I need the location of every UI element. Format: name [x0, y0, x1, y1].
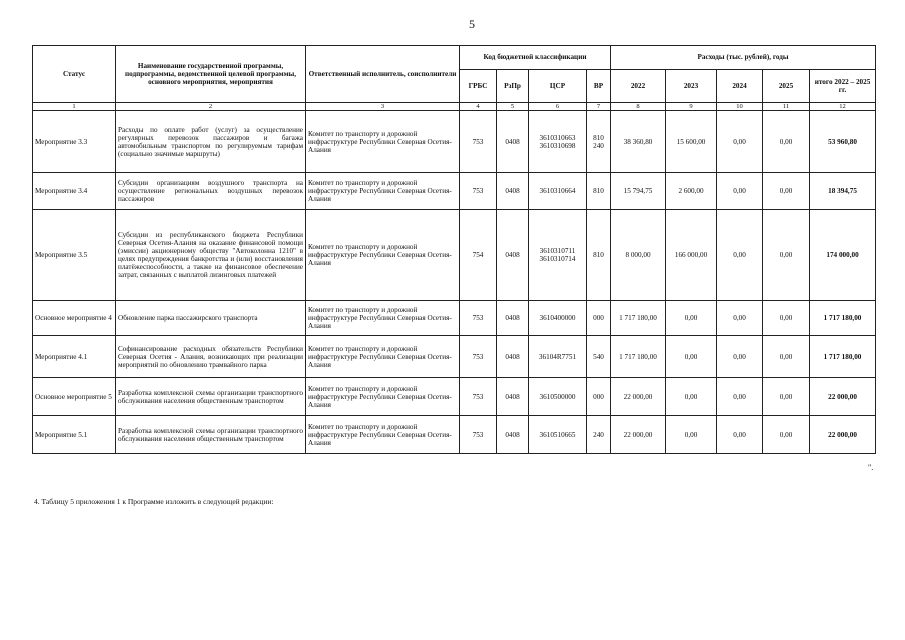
row-grbs: 753: [460, 336, 497, 378]
csr-code: 3610310664: [539, 187, 576, 196]
row-rzpr: 0408: [497, 173, 529, 210]
row-2023: 15 600,00: [666, 111, 717, 173]
column-number: 9: [666, 103, 717, 111]
row-responsible: Комитет по транспорту и дорожной инфраструктуре Республики Северная Осетия-Алания: [306, 336, 460, 378]
column-number-row: [33, 103, 876, 111]
header-grbs: ГРБС: [460, 70, 497, 103]
row-2023: 0,00: [666, 301, 717, 336]
row-status: Мероприятие 3.4: [33, 173, 116, 210]
row-responsible: Комитет по транспорту и дорожной инфраструктуре Республики Северная Осетия-Алания: [306, 378, 460, 416]
row-csr: [529, 416, 587, 454]
csr-code: 3610310711: [539, 247, 576, 256]
row-grbs: 753: [460, 416, 497, 454]
table-row: [33, 210, 876, 301]
row-status: Мероприятие 3.5: [33, 210, 116, 301]
header-year-2022: 2022: [611, 70, 666, 103]
row-2022: 22 000,00: [611, 378, 666, 416]
row-csr: [529, 210, 587, 301]
row-2025: 0,00: [763, 416, 810, 454]
table-row: [33, 301, 876, 336]
csr-code: 3610400000: [539, 314, 576, 323]
column-number: 5: [497, 103, 529, 111]
header-expenses: Расходы (тыс. рублей), годы: [611, 46, 876, 70]
row-2025: 0,00: [763, 301, 810, 336]
csr-code: 3610310663: [539, 133, 576, 142]
row-2024: 0,00: [717, 336, 763, 378]
column-number: 7: [587, 103, 611, 111]
column-number: 12: [810, 103, 876, 111]
csr-code: 3610510665: [539, 430, 576, 439]
row-grbs: 753: [460, 301, 497, 336]
row-vr: [587, 416, 611, 454]
row-2024: 0,00: [717, 111, 763, 173]
header-responsible: Ответственный исполнитель, соисполнители: [306, 46, 460, 103]
page-number: 5: [469, 17, 475, 31]
row-vr: [587, 173, 611, 210]
header-year-2025: 2025: [763, 70, 810, 103]
row-name: Разработка комплексной схемы организации транспортного обслуживания населения общественным транспортом: [116, 416, 306, 454]
row-2023: 2 600,00: [666, 173, 717, 210]
table-row: [33, 336, 876, 378]
csr-code: 3610310698: [539, 141, 576, 150]
table-row: [33, 378, 876, 416]
row-status: Мероприятие 5.1: [33, 416, 116, 454]
row-2022: 1 717 180,00: [611, 301, 666, 336]
row-vr: [587, 301, 611, 336]
column-number: 3: [306, 103, 460, 111]
row-name: Софинансирование расходных обязательств Республики Северная Осетия - Алания, возникающих при реализации мероприятий по обновлению трамвайного парка: [116, 336, 306, 378]
header-year-2023: 2023: [666, 70, 717, 103]
row-name: Разработка комплексной схемы организации транспортного обслуживания населения общественным транспортом: [116, 378, 306, 416]
row-vr: [587, 210, 611, 301]
row-2025: 0,00: [763, 378, 810, 416]
header-year-2024: 2024: [717, 70, 763, 103]
vr-code: 810: [593, 187, 604, 196]
row-csr: [529, 378, 587, 416]
row-total: 1 717 180,00: [810, 301, 876, 336]
row-vr: [587, 336, 611, 378]
row-status: Основное мероприятие 5: [33, 378, 116, 416]
row-name: Расходы по оплате работ (услуг) за осуществление регулярных перевозок пассажиров и багажа автомобильным транспортом по регулируемым тарифам (социально значимые маршруты): [116, 111, 306, 173]
row-csr: [529, 173, 587, 210]
row-2022: 8 000,00: [611, 210, 666, 301]
row-total: 22 000,00: [810, 378, 876, 416]
vr-code: 810: [593, 251, 604, 260]
vr-code: 240: [593, 430, 604, 439]
column-number: 11: [763, 103, 810, 111]
row-name: Обновление парка пассажирского транспорта: [116, 301, 306, 336]
row-rzpr: 0408: [497, 378, 529, 416]
row-2024: 0,00: [717, 416, 763, 454]
table-row: [33, 173, 876, 210]
footnote-text: 4. Таблицу 5 приложения 1 к Программе изложить в следующей редакции:: [34, 497, 274, 506]
row-2024: 0,00: [717, 301, 763, 336]
csr-code: 36104R7751: [538, 352, 577, 361]
vr-code: 540: [593, 352, 604, 361]
row-name: Субсидии из республиканского бюджета Республики Северная Осетия-Алания на оказание финансовой помощи (эмиссии) акционерному обществу "Автоколонна 1210" в целях предупреждения банкротства и (или) восстановления платёжеспособности, а также на финансовое обеспечение затрат, связанных с выплатой лизинговых платежей: [116, 210, 306, 301]
budget-table: [32, 45, 876, 454]
row-2025: 0,00: [763, 173, 810, 210]
table-row: [33, 111, 876, 173]
row-csr: [529, 301, 587, 336]
row-2025: 0,00: [763, 210, 810, 301]
row-2022: 15 794,75: [611, 173, 666, 210]
column-number: 10: [717, 103, 763, 111]
row-2024: 0,00: [717, 173, 763, 210]
row-rzpr: 0408: [497, 336, 529, 378]
header-status: Статус: [33, 46, 116, 103]
vr-code: 810: [593, 133, 604, 142]
header-name: Наименование государственной программы, подпрограммы, ведомственной целевой программы, основного мероприятия, мероприятия: [116, 46, 306, 103]
row-grbs: 754: [460, 210, 497, 301]
column-number: 1: [33, 103, 116, 111]
row-status: Мероприятие 3.3: [33, 111, 116, 173]
row-2022: 38 360,80: [611, 111, 666, 173]
header-total: итого 2022 – 2025 гг.: [810, 70, 876, 103]
row-rzpr: 0408: [497, 111, 529, 173]
row-2025: 0,00: [763, 336, 810, 378]
row-responsible: Комитет по транспорту и дорожной инфраструктуре Республики Северная Осетия-Алания: [306, 111, 460, 173]
header-budget-code: Код бюджетной классификации: [460, 46, 611, 70]
column-number: 8: [611, 103, 666, 111]
row-vr: [587, 378, 611, 416]
vr-code: 240: [593, 141, 604, 150]
row-2022: 22 000,00: [611, 416, 666, 454]
row-total: 174 000,00: [810, 210, 876, 301]
header-rzpr: РзПр: [497, 70, 529, 103]
row-2024: 0,00: [717, 210, 763, 301]
header-csr: ЦСР: [529, 70, 587, 103]
row-2023: 0,00: [666, 336, 717, 378]
row-grbs: 753: [460, 378, 497, 416]
csr-code: 3610310714: [539, 255, 576, 264]
row-total: 53 960,80: [810, 111, 876, 173]
row-responsible: Комитет по транспорту и дорожной инфраструктуре Республики Северная Осетия-Алания: [306, 416, 460, 454]
row-2024: 0,00: [717, 378, 763, 416]
row-2025: 0,00: [763, 111, 810, 173]
row-2023: 0,00: [666, 416, 717, 454]
csr-code: 3610500000: [539, 392, 576, 401]
column-number: 2: [116, 103, 306, 111]
header-row-top: [33, 46, 876, 70]
row-responsible: Комитет по транспорту и дорожной инфраструктуре Республики Северная Осетия-Алания: [306, 301, 460, 336]
row-status: Мероприятие 4.1: [33, 336, 116, 378]
vr-code: 000: [593, 314, 604, 323]
row-total: 22 000,00: [810, 416, 876, 454]
row-name: Субсидии организациям воздушного транспорта на осуществление региональных воздушных перевозок пассажиров: [116, 173, 306, 210]
row-rzpr: 0408: [497, 301, 529, 336]
row-total: 1 717 180,00: [810, 336, 876, 378]
column-number: 4: [460, 103, 497, 111]
column-number: 6: [529, 103, 587, 111]
row-status: Основное мероприятие 4: [33, 301, 116, 336]
row-grbs: 753: [460, 173, 497, 210]
table-row: [33, 416, 876, 454]
row-grbs: 753: [460, 111, 497, 173]
row-vr: [587, 111, 611, 173]
row-csr: [529, 336, 587, 378]
closing-quote-mark: ".: [868, 463, 874, 472]
row-2023: 0,00: [666, 378, 717, 416]
header-vr: ВР: [587, 70, 611, 103]
row-2023: 166 000,00: [666, 210, 717, 301]
row-total: 18 394,75: [810, 173, 876, 210]
row-rzpr: 0408: [497, 210, 529, 301]
row-2022: 1 717 180,00: [611, 336, 666, 378]
vr-code: 000: [593, 392, 604, 401]
row-responsible: Комитет по транспорту и дорожной инфраструктуре Республики Северная Осетия-Алания: [306, 210, 460, 301]
row-responsible: Комитет по транспорту и дорожной инфраструктуре Республики Северная Осетия-Алания: [306, 173, 460, 210]
row-csr: [529, 111, 587, 173]
row-rzpr: 0408: [497, 416, 529, 454]
